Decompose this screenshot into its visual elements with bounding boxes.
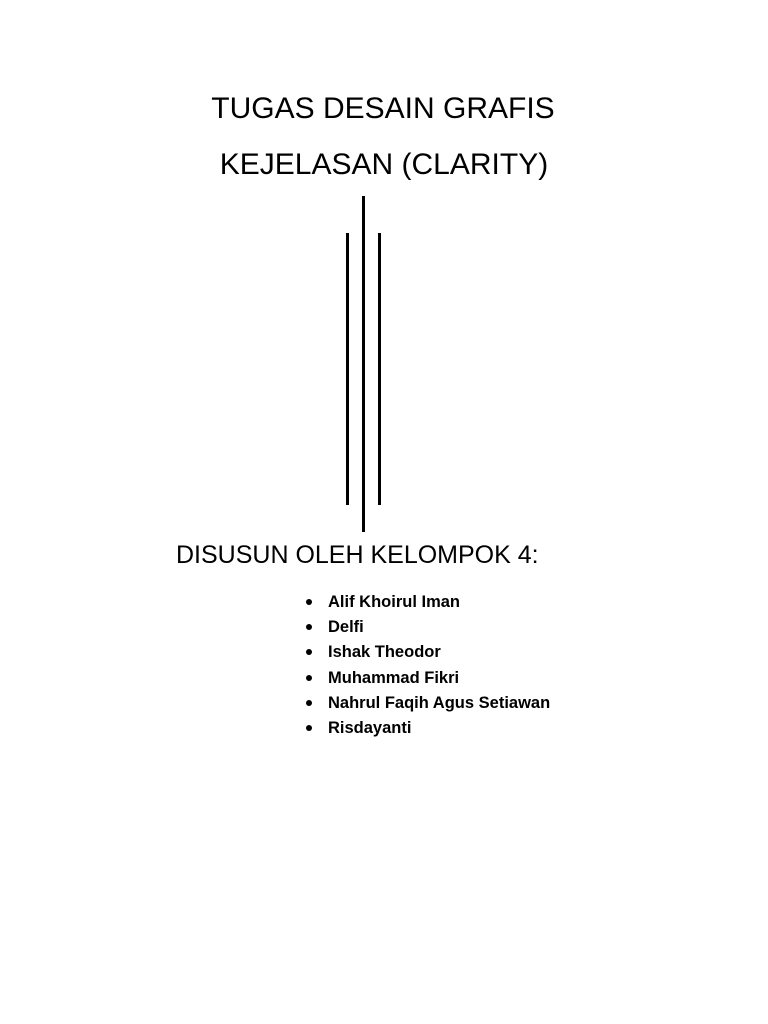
bullet-icon (306, 725, 312, 731)
bullet-icon (306, 624, 312, 630)
list-item (302, 592, 550, 617)
list-item (302, 718, 550, 743)
member-name: Muhammad Fikri (328, 668, 460, 687)
member-name: Ishak Theodor (328, 643, 441, 662)
document-title: TUGAS DESAIN GRAFIS (211, 92, 555, 125)
document-subtitle: KEJELASAN (CLARITY) (219, 148, 549, 181)
list-item (302, 693, 550, 718)
member-name: Risdayanti (328, 718, 412, 737)
decorative-line-right (378, 233, 381, 505)
group-heading: DISUSUN OLEH KELOMPOK 4: (176, 541, 539, 569)
member-name: Alif Khoirul Iman (328, 593, 460, 611)
member-list (302, 592, 550, 743)
decorative-line-left (346, 233, 349, 505)
bullet-icon (306, 649, 312, 655)
member-name: Delfi (328, 618, 364, 637)
bullet-icon (306, 675, 312, 681)
member-name: Nahrul Faqih Agus Setiawan (328, 693, 551, 712)
list-item (302, 668, 550, 693)
list-item (302, 617, 550, 642)
bullet-icon (306, 700, 312, 706)
list-item (302, 642, 550, 667)
bullet-icon (306, 599, 312, 605)
decorative-line-center (362, 196, 365, 532)
